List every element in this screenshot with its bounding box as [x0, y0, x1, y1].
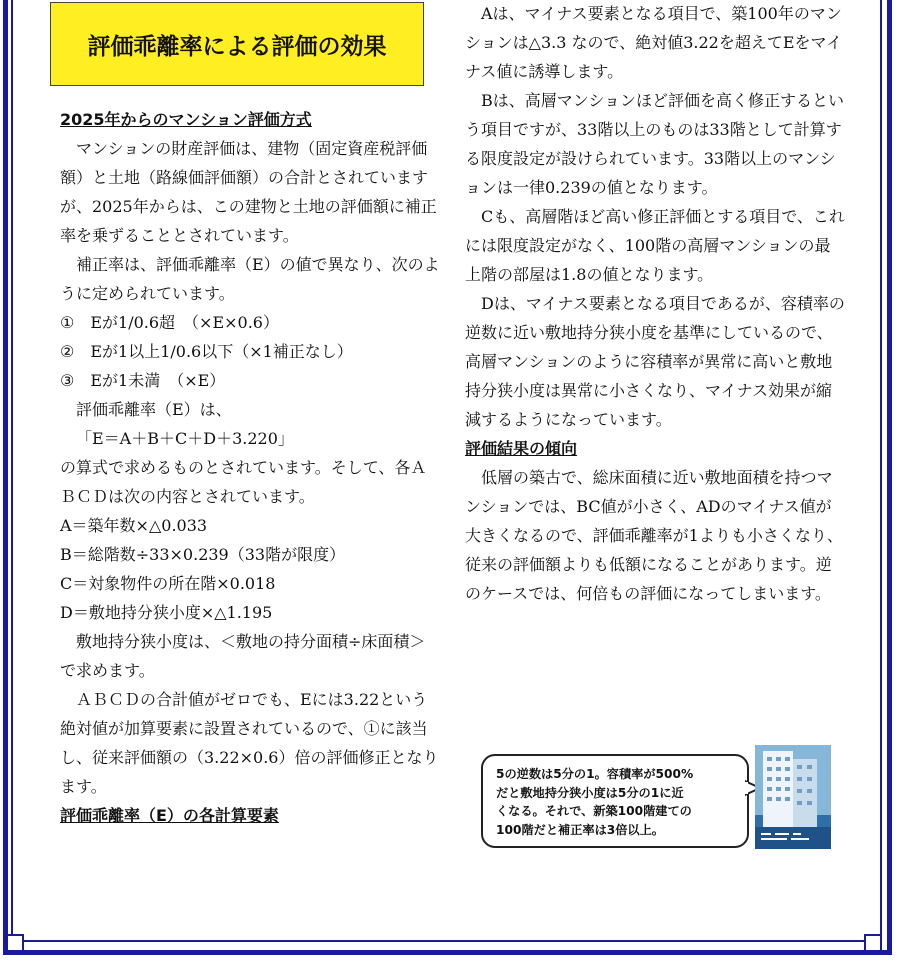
callout-line-4: 100階だと補正率は3倍以上。: [496, 822, 664, 837]
section-heading-calc-elements: 評価乖離率（E）の各計算要素: [60, 806, 279, 825]
frame-corner-right: [864, 934, 882, 952]
paragraph-intro: マンションの財産評価は、建物（固定資産税評価額）と土地（路線価評価額）の合計とされていますが、2025年からは、この建物と土地の評価額に補正率を乗ずることとされています。: [60, 139, 437, 245]
frame-bottom-inner-border: [11, 940, 882, 942]
list-item-rule-1: ① Eが1/0.6超 （×E×0.6）: [60, 313, 279, 332]
list-item-rule-3: ③ Eが1未満 （×E）: [60, 371, 226, 390]
callout-line-3: くなる。それで、新築100階建ての: [496, 804, 692, 818]
paragraph-element-b: Bは、高層マンションほど評価を高く修正するという項目ですが、33階以上のものは33階として計算する限度設定が設けられています。33階以上のマンションは一律0.239の値となります。: [465, 91, 845, 197]
paragraph-correction-rate: 補正率は、評価乖離率（E）の値で異なり、次のように定められています。: [60, 255, 440, 303]
paragraph-element-d: Dは、マイナス要素となる項目であるが、容積率の逆数に近い敷地持分狭小度を基準にしているので、高層マンションのように容積率が異常に高いと敷地持分狭小度は異常に小さくなり、マイナス効果が縮減するようになっています。: [465, 294, 845, 429]
left-column: [60, 105, 440, 830]
frame-left-border: [3, 0, 8, 955]
formula: 「E＝A＋B＋C＋D＋3.220」: [76, 429, 294, 448]
page-title: 評価乖離率による評価の効果: [87, 33, 387, 60]
paragraph-element-c: Cも、高層階ほど高い修正評価とする項目で、これには限度設定がなく、100階の高層マンションの最上階の部屋は1.8の値となります。: [465, 207, 845, 284]
frame-right-inner-border: [880, 0, 882, 940]
title-banner: [50, 2, 424, 86]
right-column: [465, 0, 845, 608]
section-heading-valuation-method: 2025年からのマンション評価方式: [60, 110, 312, 129]
paragraph-result-trend: 低層の築古で、総床面積に近い敷地面積を持つマンションでは、BC値が小さく、ADのマイナス値が大きくなるので、評価乖離率が1よりも小さくなり、従来の評価額よりも低額になることがあります。逆のケースでは、何倍もの評価になってしまいます。: [465, 468, 843, 603]
section-heading-result-trend: 評価結果の傾向: [465, 439, 578, 458]
frame-right-border: [887, 0, 892, 955]
definition-c: C＝対象物件の所在階×0.018: [60, 574, 276, 593]
high-rise-building-icon: [755, 745, 831, 849]
list-item-rule-2: ② Eが1以上1/0.6以下（×1補正なし）: [60, 342, 353, 361]
callout-line-1: 5の逆数は5分の1。容積率が500%: [496, 767, 694, 781]
paragraph-formula-explain: の算式で求めるものとされています。そして、各ＡＢＣＤは次の内容とされています。: [60, 458, 427, 506]
callout-line-2: だと敷地持分狭小度は5分の1に近: [496, 785, 684, 800]
callout-bubble: [481, 754, 749, 848]
frame-corner-left: [6, 934, 24, 952]
frame-left-inner-border: [11, 0, 13, 940]
definition-d: D＝敷地持分狭小度×△1.195: [60, 603, 273, 622]
frame-bottom-border: [3, 950, 892, 955]
paragraph-site-ratio: 敷地持分狭小度は、＜敷地の持分面積÷床面積＞で求めます。: [60, 632, 426, 680]
paragraph-absolute-value: ＡＢＣＤの合計値がゼロでも、Eには3.22という絶対値が加算要素に設置されているので、①に該当し、従来評価額の（3.22×0.6）倍の評価修正となります。: [60, 690, 439, 796]
definition-a: A＝築年数×△0.033: [60, 516, 208, 535]
paragraph-formula-intro: 評価乖離率（E）は、: [76, 400, 232, 419]
paragraph-element-a: Aは、マイナス要素となる項目で、築100年のマンションは△3.3 なので、絶対値3.22を超えてEをマイナス値に誘導します。: [465, 4, 843, 81]
definition-b: B＝総階数÷33×0.239（33階が限度）: [60, 545, 346, 564]
